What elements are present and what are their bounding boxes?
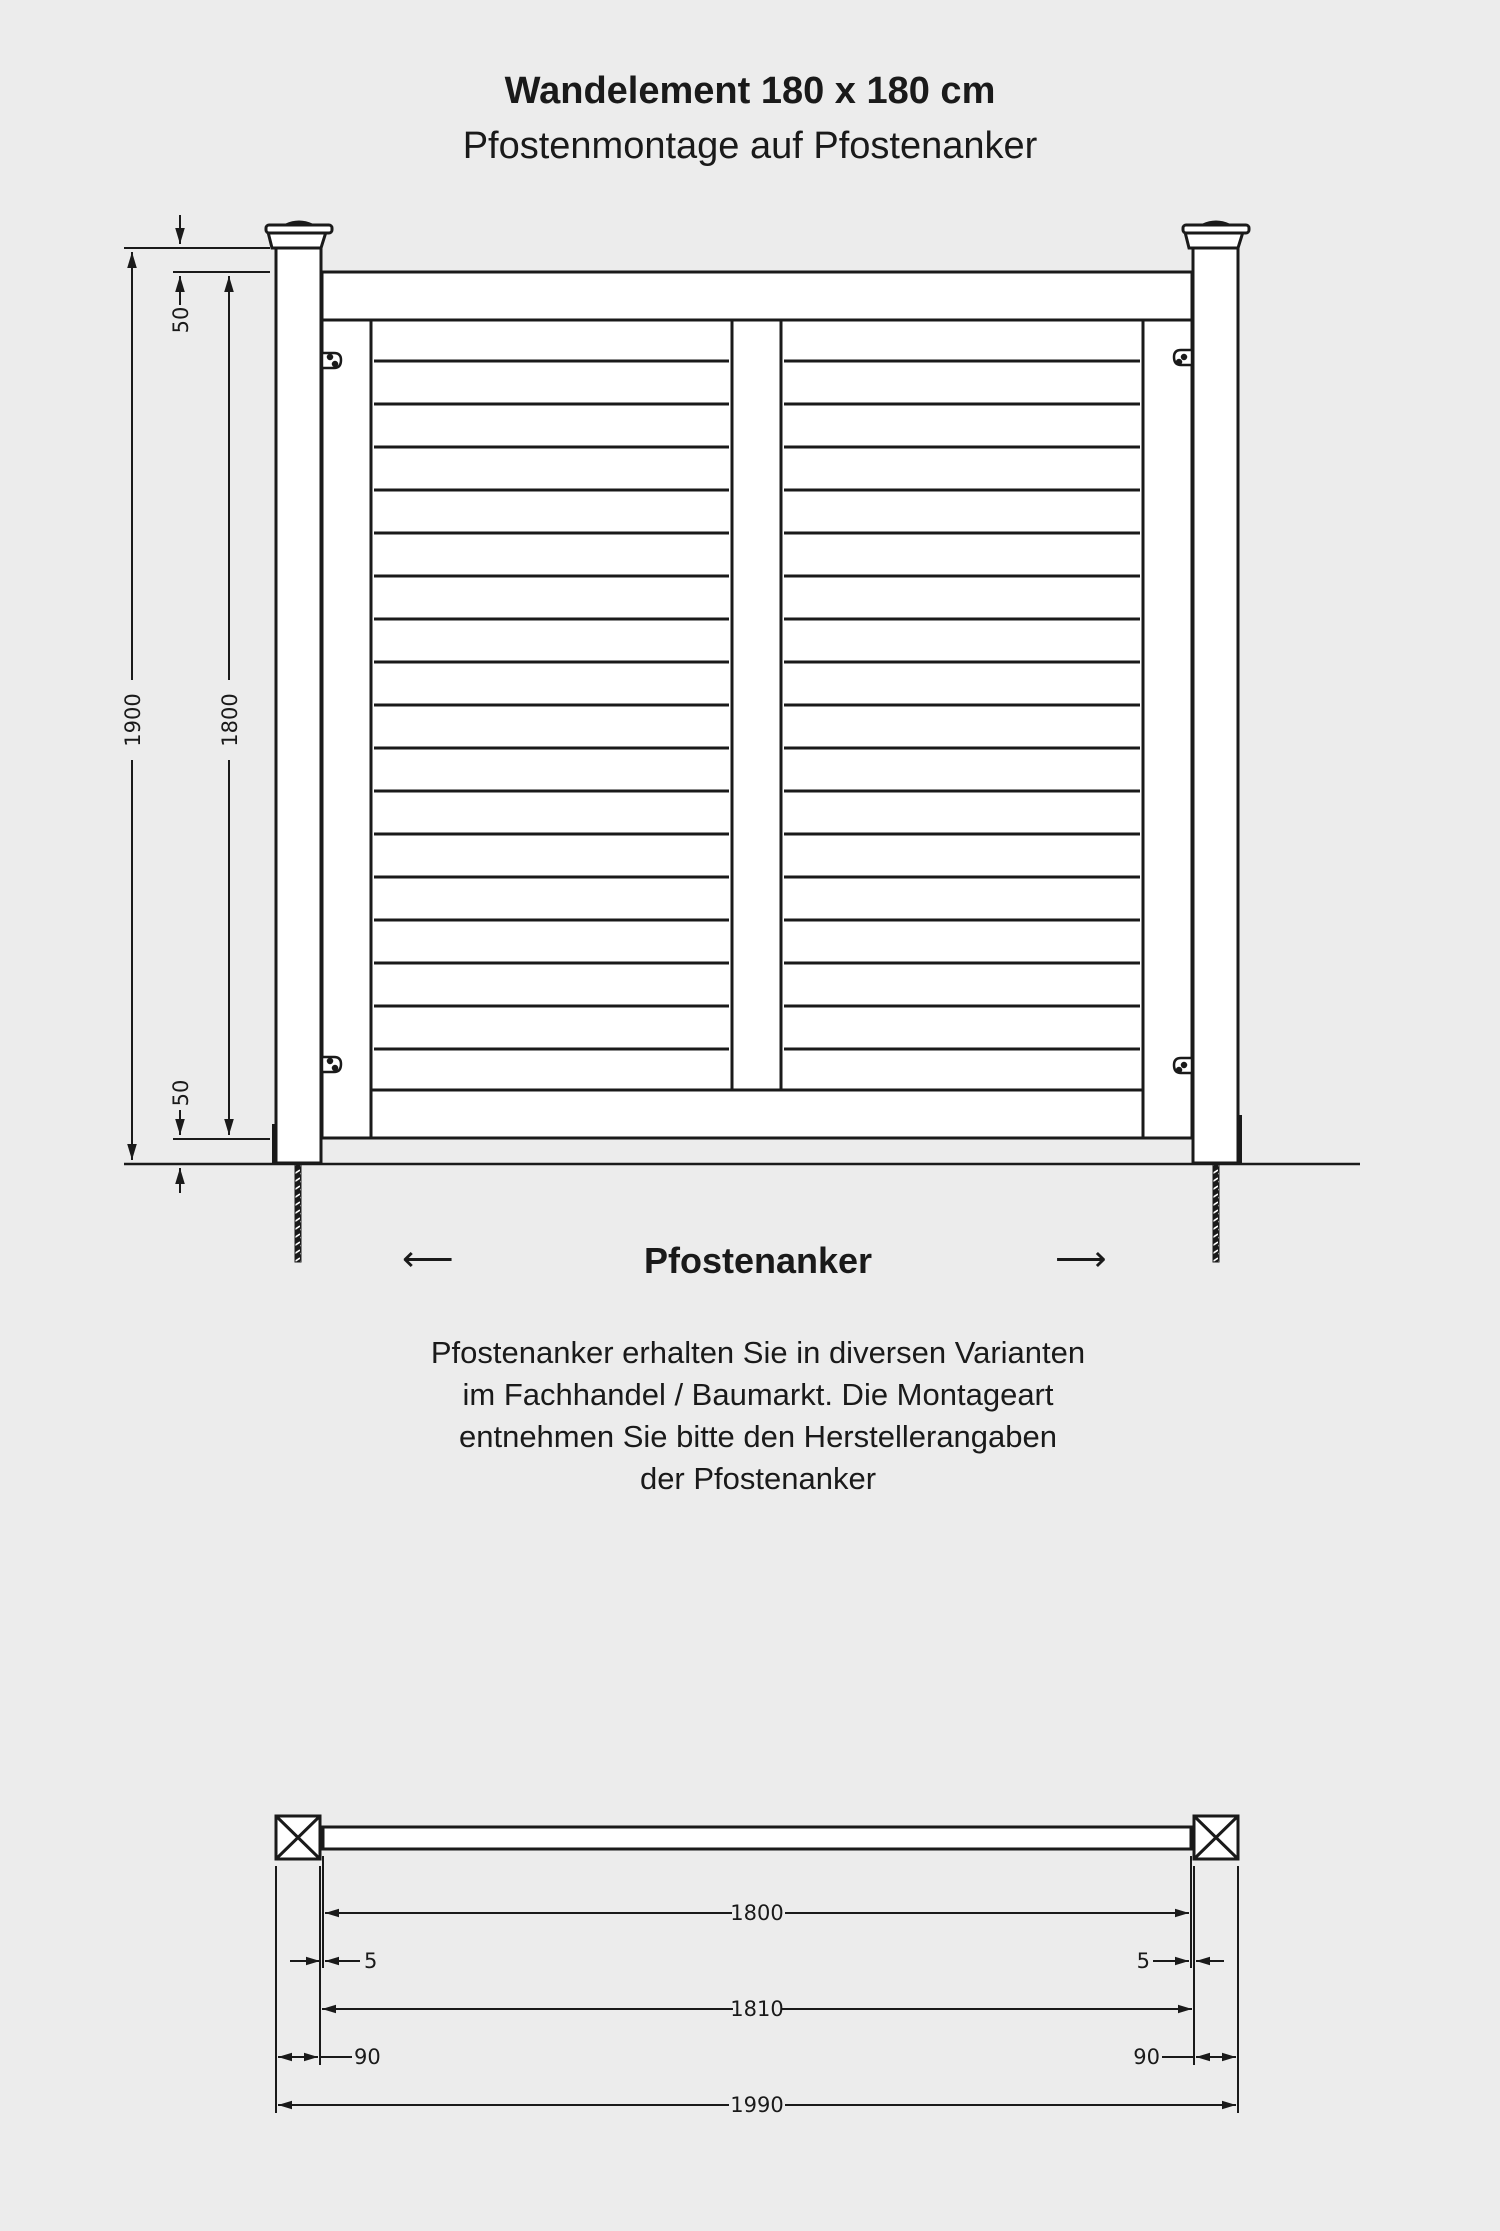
dim-gap-left: 5 [364, 1949, 378, 1973]
arrow-left-icon: ⟵ [402, 1238, 454, 1279]
drawing-subtitle: Pfostenmontage auf Pfostenanker [462, 125, 1038, 167]
dim-panel-height: 1800 [218, 693, 242, 747]
arrow-right-icon: ⟶ [1055, 1238, 1107, 1279]
dim-inner-span: 1810 [730, 1997, 784, 2021]
plan-panel [323, 1827, 1191, 1849]
drawing-title: Wandelement 180 x 180 cm [504, 70, 996, 112]
note-line: im Fachhandel / Baumarkt. Die Montageart [462, 1377, 1054, 1412]
dim-overall: 1990 [730, 2093, 784, 2117]
dim-top-offset: 50 [169, 306, 193, 334]
dim-bottom-offset: 50 [169, 1079, 193, 1107]
dim-post-left: 90 [354, 2045, 381, 2069]
dim-post-right: 90 [1133, 2045, 1160, 2069]
note-line: Pfostenanker erhalten Sie in diversen Varianten [430, 1335, 1086, 1370]
note-line: entnehmen Sie bitte den Herstellerangaben [458, 1419, 1058, 1454]
note-line: der Pfostenanker [639, 1461, 877, 1496]
dim-panel-width: 1800 [730, 1901, 784, 1925]
dim-gap-right: 5 [1136, 1949, 1150, 1973]
anchor-heading: Pfostenanker [643, 1240, 873, 1281]
dim-total-height: 1900 [121, 693, 145, 747]
